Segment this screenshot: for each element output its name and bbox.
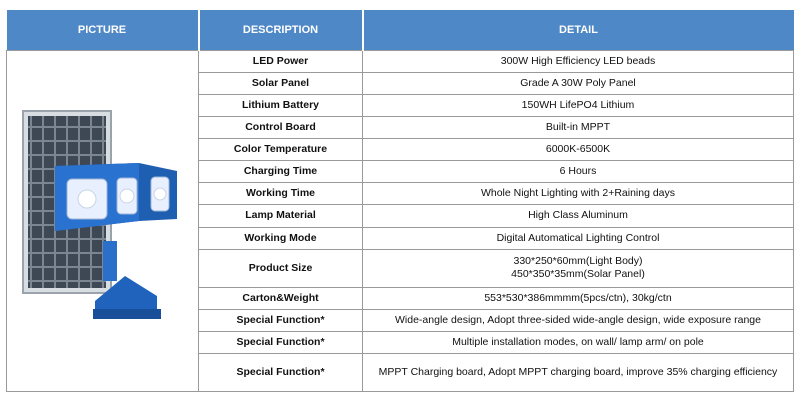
row-label: Working Time xyxy=(199,183,363,205)
row-value-line: 330*250*60mm(Light Body) xyxy=(513,255,643,268)
product-picture-cell xyxy=(7,51,199,392)
row-value: Grade A 30W Poly Panel xyxy=(363,73,794,95)
row-value: Wide-angle design, Adopt three-sided wide-angle design, wide exposure range xyxy=(363,309,794,331)
row-value: Whole Night Lighting with 2+Raining days xyxy=(363,183,794,205)
row-value: 553*530*386mmmm(5pcs/ctn), 30kg/ctn xyxy=(363,287,794,309)
product-image xyxy=(7,51,197,391)
row-label: Lamp Material xyxy=(199,205,363,227)
row-value-line: 450*350*35mm(Solar Panel) xyxy=(511,268,645,281)
row-label: Color Temperature xyxy=(199,139,363,161)
row-label: Special Function* xyxy=(199,353,363,391)
row-label: Charging Time xyxy=(199,161,363,183)
row-value: 6000K-6500K xyxy=(363,139,794,161)
row-value: Multiple installation modes, on wall/ lamp arm/ on pole xyxy=(363,331,794,353)
header-description: DESCRIPTION xyxy=(199,10,363,51)
spec-sheet xyxy=(6,10,793,402)
lamp-arm xyxy=(103,241,117,281)
row-label: Solar Panel xyxy=(199,73,363,95)
solar-street-light-image xyxy=(7,71,197,371)
row-label: Working Mode xyxy=(199,227,363,249)
row-value: Built-in MPPT xyxy=(363,117,794,139)
row-label: Control Board xyxy=(199,117,363,139)
row-value: High Class Aluminum xyxy=(363,205,794,227)
row-value: 300W High Efficiency LED beads xyxy=(363,51,794,73)
led-lens-1 xyxy=(78,190,96,208)
row-label: Carton&Weight xyxy=(199,287,363,309)
header-row xyxy=(7,10,794,51)
led-lens-2 xyxy=(120,189,134,203)
row-label: Special Function* xyxy=(199,331,363,353)
row-value xyxy=(363,249,794,287)
row-value: 6 Hours xyxy=(363,161,794,183)
row-label: LED Power xyxy=(199,51,363,73)
row-label: Special Function* xyxy=(199,309,363,331)
row-label: Product Size xyxy=(199,249,363,287)
led-lens-3 xyxy=(154,188,166,200)
lamp-base xyxy=(93,309,161,319)
row-value: MPPT Charging board, Adopt MPPT charging board, improve 35% charging efficiency xyxy=(363,353,794,391)
header-detail: DETAIL xyxy=(363,10,794,51)
row-value: Digital Automatical Lighting Control xyxy=(363,227,794,249)
spec-table xyxy=(6,10,794,392)
row-label: Lithium Battery xyxy=(199,95,363,117)
table-row xyxy=(7,51,794,73)
header-picture: PICTURE xyxy=(7,10,199,51)
row-value: 150WH LifePO4 Lithium xyxy=(363,95,794,117)
